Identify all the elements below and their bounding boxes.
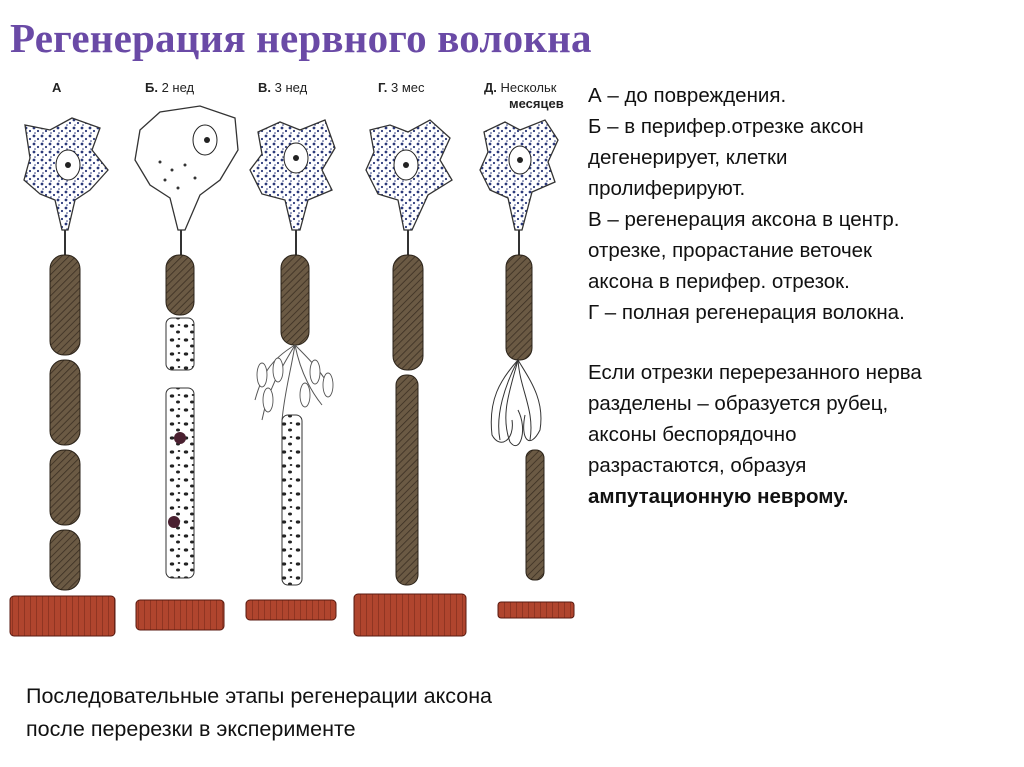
spacer: [588, 328, 1018, 357]
stage-label-v: В. 3 нед: [258, 80, 308, 95]
description-line: отрезке, прорастание веточек: [588, 239, 873, 262]
description-text: [588, 80, 1018, 512]
stage-d-neuron: [480, 120, 574, 618]
description-line: аксона в перифер. отрезок.: [588, 270, 850, 293]
stage-label-g: Г. 3 мес: [378, 80, 425, 95]
note-line: аксоны беспорядочно: [588, 423, 797, 446]
description-line: Б – в перифер.отрезке аксон: [588, 115, 864, 138]
page-title: Регенерация нервного волокна: [10, 15, 592, 61]
stage-a-neuron: [10, 118, 115, 636]
description-line: Г – полная регенерация волокна.: [588, 301, 905, 324]
note-line: разрастаются, образуя: [588, 454, 807, 477]
note-line: разделены – образуется рубец,: [588, 392, 889, 415]
neuroma-term: ампутационную неврому.: [588, 485, 849, 508]
stage-g-neuron: [354, 120, 466, 636]
stage-label-a: А: [52, 80, 62, 95]
description-line: дегенерирует, клетки: [588, 146, 788, 169]
stage-label-d-2: месяцев: [509, 96, 564, 111]
description-line: В – регенерация аксона в центр.: [588, 208, 900, 231]
description-line: пролиферируют.: [588, 177, 746, 200]
note-line: Если отрезки перерезанного нерва: [588, 361, 922, 384]
description-line: А – до повреждения.: [588, 84, 787, 107]
stage-label-d: Д. Нескольк: [484, 80, 557, 95]
figure-caption: [26, 680, 492, 746]
caption-line-2: после перерезки в эксперименте: [26, 717, 356, 741]
stage-label-b: Б. 2 нед: [145, 80, 195, 95]
regeneration-diagram: [0, 70, 585, 650]
stage-v-neuron: [246, 120, 336, 620]
stage-b-neuron: [135, 106, 238, 630]
caption-line-1: Последовательные этапы регенерации аксона: [26, 684, 493, 708]
note-bold-line: [588, 481, 1018, 512]
